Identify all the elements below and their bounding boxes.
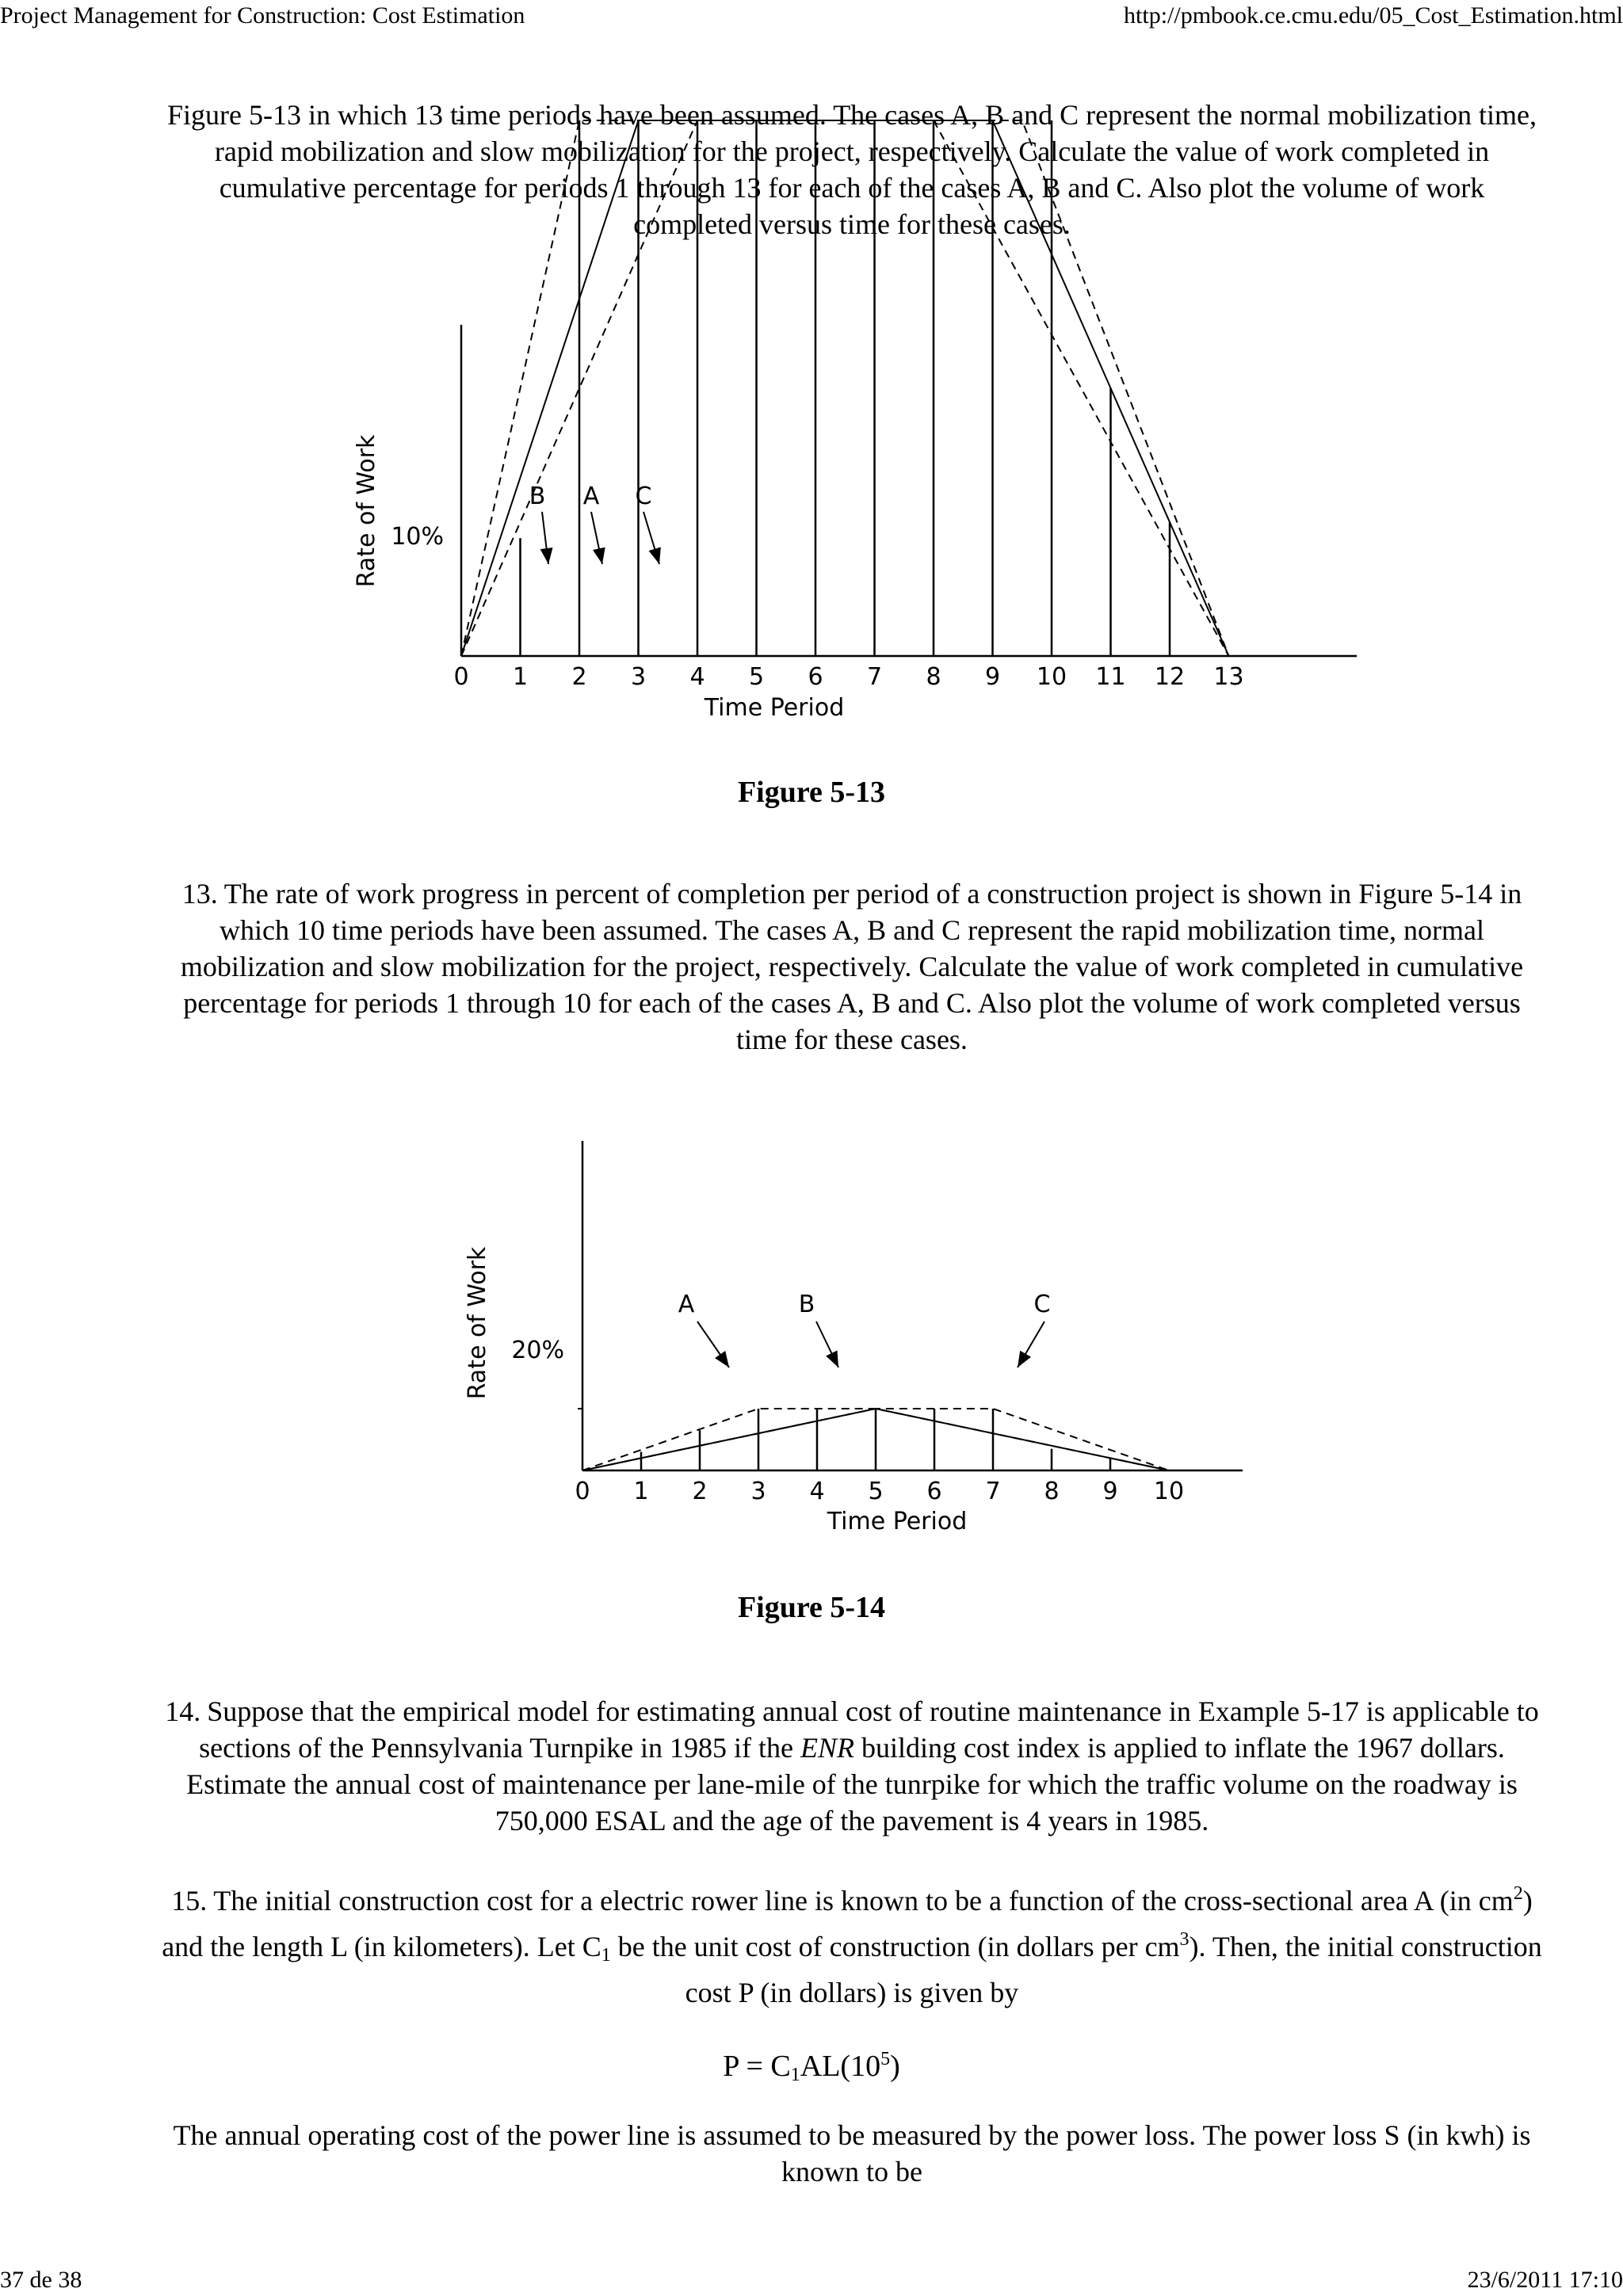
case-arrow-2-head [649, 547, 661, 564]
x-tick-label: 6 [808, 663, 823, 691]
page-header-url[interactable]: http://pmbook.ce.cmu.edu/05_Cost_Estimation.html [1124, 2, 1623, 29]
problem-14-text-rest: building cost index is applied to inflate the 1967 dollars. Estimate the annual cost of maintenance per lane-mile of the tunrpike for which the traffic volume on the roadway is 750,000 ESAL and the age of the pavement is 4 years in 1985. [186, 1732, 1518, 1836]
sub-1: 1 [601, 1945, 611, 1966]
case-label-c: C [635, 482, 652, 510]
case-label-a: A [582, 482, 600, 510]
case-label-a: A [678, 1291, 695, 1318]
x-tick-label: 1 [512, 663, 529, 691]
sup-2: 2 [1513, 1883, 1523, 1904]
x-tick-label: 2 [571, 663, 587, 691]
case-arrow-1-head [826, 1351, 838, 1367]
page-header-title: Project Management for Construction: Cost Estimation [0, 2, 525, 29]
problem-14-text: Suppose that the empirical model for estimating annual cost of routine maintenance in Example 5-17 is applicable to sections of the Pennsylvania Turnpike in 1985 if the [199, 1695, 1539, 1764]
x-tick-label: 8 [926, 663, 941, 691]
x-tick-label: 1 [633, 1478, 649, 1505]
y-axis-label: Rate of Work [464, 1246, 491, 1400]
x-tick-label: 5 [748, 663, 765, 691]
x-tick-label: 7 [985, 1478, 1001, 1505]
x-tick-label: 8 [1044, 1478, 1060, 1505]
x-tick-label: 0 [453, 663, 469, 691]
page-footer-date: 23/6/2011 17:10 [1467, 2267, 1623, 2293]
case-label-b: B [529, 482, 546, 510]
page-footer-number: 37 de 38 [0, 2267, 82, 2293]
problem-15-line3b: ). Then, the initial construction cost P (in dollars) is given by [685, 1931, 1542, 2008]
x-tick-label: 4 [809, 1478, 825, 1505]
y-tick-label: 20% [511, 1337, 564, 1364]
problem-13-text: The rate of work progress in percent of completion per period of a construction project is shown in Figure 5-14 in which 10 time periods have been assumed. The cases A, B and C represent the rapid mobilization time, normal mobilization and slow mobilization for the project, respectively. Calculate the value of work completed in cumulative percentage for periods 1 through 10 for each of the cases A, B and C. Also plot the volume of work completed versus time for these cases. [180, 878, 1524, 1055]
problem-13 [158, 875, 1545, 1058]
x-tick-label: 5 [868, 1478, 884, 1505]
x-tick-label: 9 [1102, 1478, 1118, 1505]
case-label-c: C [1033, 1291, 1051, 1318]
x-tick-label: 13 [1213, 663, 1244, 691]
x-tick-label: 10 [1153, 1478, 1185, 1505]
case-arrow-1-head [593, 547, 605, 564]
cost-formula: $P = C_1AL(10^5)$ [723, 2049, 900, 2085]
x-tick-label: 6 [926, 1478, 942, 1505]
case-label-b: B [798, 1291, 815, 1318]
x-tick-label: 11 [1095, 663, 1126, 691]
problem-15-line2a: area A (in cm [1360, 1885, 1514, 1917]
case-arrow-0-head [715, 1351, 729, 1367]
y-axis-label: Rate of Work [353, 434, 380, 588]
x-tick-label: 10 [1036, 663, 1067, 691]
figure-5-13-caption: Figure 5-13 [737, 776, 886, 809]
enr-term: ENR [800, 1732, 855, 1764]
problem-14-number: 14. [165, 1695, 201, 1727]
x-axis-label: Time Period [704, 694, 845, 722]
problem-13-number: 13. [181, 878, 218, 910]
x-axis-label: Time Period [827, 1508, 968, 1535]
x-tick-label: 3 [750, 1478, 766, 1505]
figure-5-14-chart [0, 1125, 1623, 1553]
x-tick-label: 12 [1154, 663, 1186, 691]
problem-14 [158, 1693, 1545, 1839]
sup-3: 3 [1179, 1929, 1190, 1950]
figure-5-13-chart [0, 317, 1623, 745]
x-tick-label: 9 [984, 663, 1001, 691]
problem-15 [158, 1878, 1545, 2016]
problem-15-line2b: ) and the length L (in kilometers). Let C [162, 1885, 1533, 1962]
x-tick-label: 3 [630, 663, 647, 691]
figure-5-14-caption: Figure 5-14 [737, 1591, 886, 1624]
case-arrow-2-head [1018, 1351, 1031, 1367]
problem-15-line2c: be the unit cost of construction (in dollars per [610, 1931, 1138, 1962]
x-tick-label: 4 [689, 663, 705, 691]
closing-paragraph: The annual operating cost of the power line is assumed to be measured by the power loss. The power loss S (in kwh) is known to be [173, 2119, 1531, 2187]
problem-15-line1: The initial construction cost for a electric rower line is known to be a function of the cross-sectional [213, 1885, 1354, 1917]
y-tick-label: 10% [391, 523, 444, 551]
case-arrow-0-head [540, 547, 553, 564]
x-tick-label: 7 [866, 663, 883, 691]
x-tick-label: 0 [575, 1478, 590, 1505]
intro-paragraph: Figure 5-13 in which 13 time periods have been assumed. The cases A, B and C represent the normal mobilization time, rapid mobilization and slow mobilization for the project, respectively. Calculate the value of work completed in cumulative percentage for periods 1 through 13 for each of the cases A, B and C. Also plot the volume of work completed versus time for these cases. [167, 99, 1537, 240]
x-tick-label: 2 [692, 1478, 708, 1505]
problem-15-line3a: cm [1144, 1931, 1180, 1962]
problem-15-number: 15. [171, 1885, 208, 1917]
